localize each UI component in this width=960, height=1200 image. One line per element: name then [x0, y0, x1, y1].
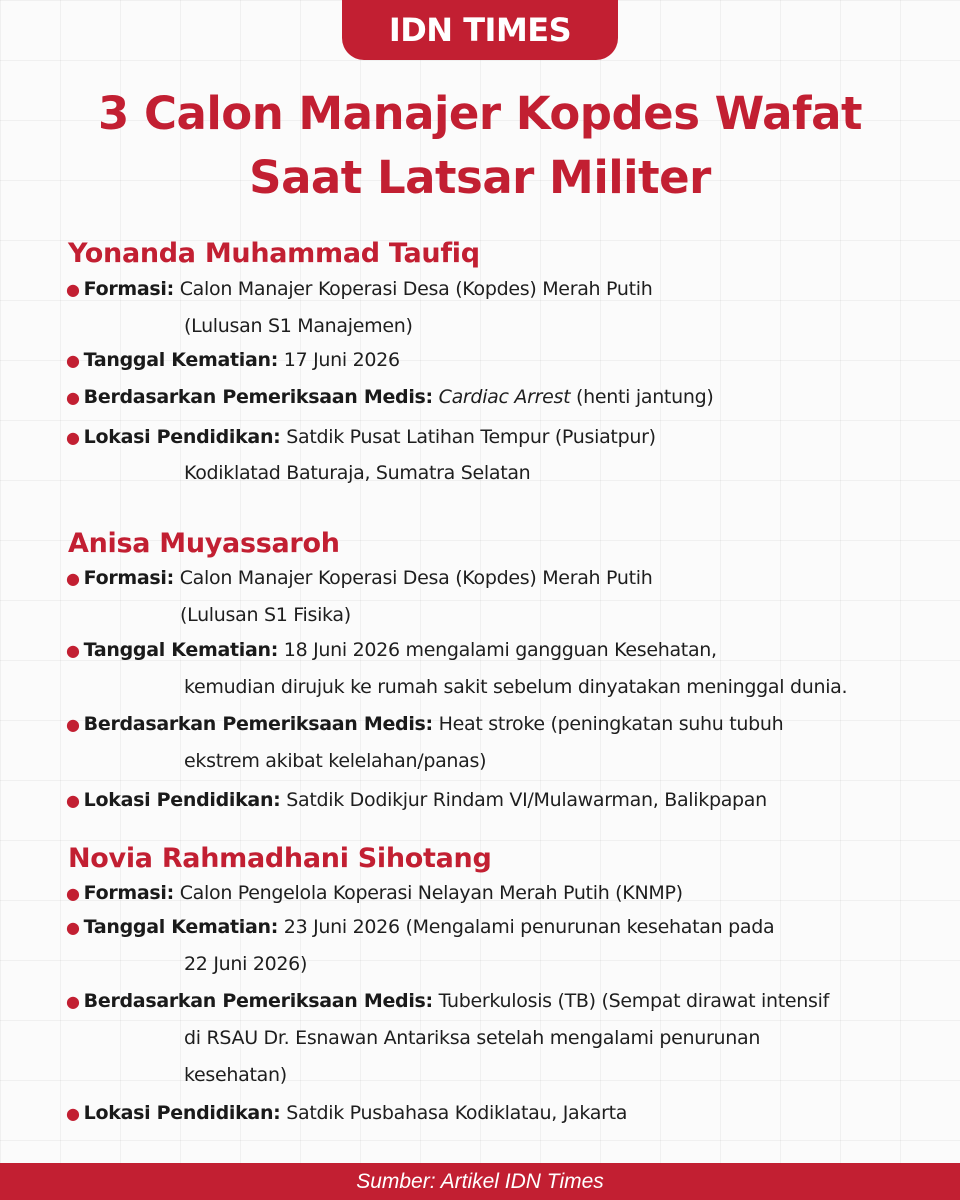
brand-logo-text: IDN TIMES — [388, 11, 572, 49]
page-title — [20, 82, 940, 210]
bullet-icon: ● — [66, 428, 80, 447]
detail-formasi-cont-1: (Lulusan S1 Manajemen) — [184, 315, 413, 337]
detail-formasi-2 — [66, 561, 652, 595]
value-medis: Tuberkulosis (TB) (Sempat dirawat intensif — [438, 990, 830, 1012]
detail-medis-cont2-3: kesehatan) — [184, 1064, 287, 1086]
label-tanggal: Tanggal Kematian: — [83, 916, 279, 938]
detail-medis-cont1-3: di RSAU Dr. Esnawan Antariksa setelah mengalami penurunan — [184, 1027, 761, 1049]
bullet-icon: ● — [66, 641, 80, 660]
detail-tanggal-3 — [66, 910, 774, 944]
bullet-icon: ● — [66, 388, 80, 407]
brand-logo-tab — [342, 0, 618, 60]
bullet-icon: ● — [66, 791, 80, 810]
detail-medis-3 — [66, 984, 829, 1018]
bullet-icon: ● — [66, 569, 80, 588]
bullet-icon: ● — [66, 280, 80, 299]
source-text: Sumber: Artikel IDN Times — [356, 1169, 604, 1193]
value-lokasi: Satdik Pusbahasa Kodiklatau, Jakarta — [286, 1102, 628, 1124]
label-formasi: Formasi: — [83, 278, 174, 300]
value-tanggal: 18 Juni 2026 mengalami gangguan Kesehatan, — [283, 639, 717, 661]
person-name-3: Novia Rahmadhani Sihotang — [68, 843, 492, 874]
bullet-icon: ● — [66, 992, 80, 1011]
detail-medis-2 — [66, 707, 783, 741]
label-medis: Berdasarkan Pemeriksaan Medis: — [83, 990, 433, 1012]
detail-formasi-1 — [66, 272, 652, 306]
person-name-2: Anisa Muyassaroh — [68, 528, 340, 559]
value-formasi: Calon Manajer Koperasi Desa (Kopdes) Merah Putih — [179, 567, 653, 589]
value-tanggal: 17 Juni 2026 — [283, 349, 400, 371]
bullet-icon: ● — [66, 1104, 80, 1123]
value-medis: (henti jantung) — [576, 386, 714, 408]
detail-lokasi-cont-1: Kodiklatad Baturaja, Sumatra Selatan — [184, 462, 531, 484]
detail-lokasi-3 — [66, 1096, 627, 1130]
label-medis: Berdasarkan Pemeriksaan Medis: — [83, 713, 433, 735]
value-formasi: Calon Pengelola Koperasi Nelayan Merah Putih (KNMP) — [179, 882, 683, 904]
bullet-icon: ● — [66, 715, 80, 734]
bullet-icon: ● — [66, 918, 80, 937]
detail-medis-1 — [66, 380, 713, 414]
label-lokasi: Lokasi Pendidikan: — [83, 789, 281, 811]
label-medis: Berdasarkan Pemeriksaan Medis: — [83, 386, 433, 408]
value-medis: Heat stroke (peningkatan suhu tubuh — [438, 713, 784, 735]
value-tanggal: 23 Juni 2026 (Mengalami penurunan kesehatan pada — [283, 916, 775, 938]
bullet-icon: ● — [66, 351, 80, 370]
detail-formasi-cont-2: (Lulusan S1 Fisika) — [180, 604, 351, 626]
value-medis-italic: Cardiac Arrest — [438, 386, 571, 408]
source-footer — [0, 1163, 960, 1200]
detail-tanggal-cont-2: kemudian dirujuk ke rumah sakit sebelum dinyatakan meninggal dunia. — [184, 676, 848, 698]
label-tanggal: Tanggal Kematian: — [83, 349, 279, 371]
detail-tanggal-2 — [66, 633, 717, 667]
value-lokasi: Satdik Dodikjur Rindam VI/Mulawarman, Balikpapan — [286, 789, 767, 811]
person-name-1: Yonanda Muhammad Taufiq — [68, 238, 480, 269]
detail-tanggal-cont-3: 22 Juni 2026) — [184, 953, 308, 975]
title-line-1: 3 Calon Manajer Kopdes Wafat — [97, 87, 862, 140]
detail-tanggal-1 — [66, 343, 400, 377]
label-lokasi: Lokasi Pendidikan: — [83, 1102, 281, 1124]
label-lokasi: Lokasi Pendidikan: — [83, 426, 281, 448]
value-formasi: Calon Manajer Koperasi Desa (Kopdes) Merah Putih — [179, 278, 653, 300]
value-lokasi: Satdik Pusat Latihan Tempur (Pusiatpur) — [286, 426, 656, 448]
label-tanggal: Tanggal Kematian: — [83, 639, 279, 661]
detail-lokasi-2 — [66, 783, 767, 817]
detail-lokasi-1 — [66, 420, 656, 454]
label-formasi: Formasi: — [83, 882, 174, 904]
detail-medis-cont-2: ekstrem akibat kelelahan/panas) — [184, 750, 487, 772]
bullet-icon: ● — [66, 884, 80, 903]
title-line-2: Saat Latsar Militer — [249, 151, 711, 204]
detail-formasi-3 — [66, 876, 683, 910]
label-formasi: Formasi: — [83, 567, 174, 589]
